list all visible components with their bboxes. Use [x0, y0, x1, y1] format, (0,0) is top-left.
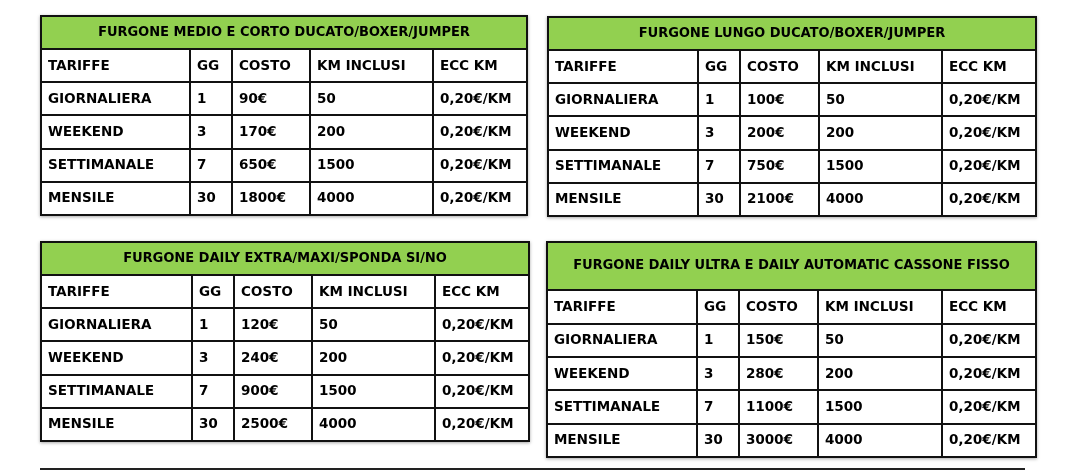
cell-tariffa: WEEKEND	[547, 357, 697, 390]
cell-tariffa: GIORNALIERA	[41, 82, 190, 115]
cell-costo: 120€	[234, 308, 312, 341]
cell-km-inclusi: 50	[819, 83, 942, 116]
cell-gg: 1	[697, 324, 739, 357]
cell-km-inclusi: 200	[818, 357, 942, 390]
header-km-inclusi: KM INCLUSI	[819, 50, 942, 83]
cell-ecc-km: 0,20€/KM	[435, 375, 529, 408]
cell-km-inclusi: 4000	[819, 183, 942, 216]
cell-costo: 900€	[234, 375, 312, 408]
cell-ecc-km: 0,20€/KM	[942, 424, 1036, 457]
table-title: FURGONE DAILY EXTRA/MAXI/SPONDA SI/NO	[41, 242, 529, 275]
cell-costo: 100€	[740, 83, 819, 116]
table-row	[41, 182, 527, 215]
table-row	[41, 375, 529, 408]
cell-costo: 170€	[232, 115, 310, 148]
cell-gg: 7	[192, 375, 234, 408]
header-km-inclusi: KM INCLUSI	[310, 49, 433, 82]
cell-ecc-km: 0,20€/KM	[942, 150, 1036, 183]
header-km-inclusi: KM INCLUSI	[818, 290, 942, 323]
cell-km-inclusi: 50	[818, 324, 942, 357]
header-costo: COSTO	[234, 275, 312, 308]
table-row	[547, 424, 1036, 457]
cell-km-inclusi: 1500	[818, 390, 942, 423]
cell-ecc-km: 0,20€/KM	[435, 308, 529, 341]
header-tariffe: TARIFFE	[41, 275, 192, 308]
table-title: FURGONE DAILY ULTRA E DAILY AUTOMATIC CASSONE FISSO	[547, 242, 1036, 290]
cell-km-inclusi: 200	[310, 115, 433, 148]
table-header-row	[548, 50, 1036, 83]
header-gg: GG	[698, 50, 740, 83]
cell-gg: 1	[190, 82, 232, 115]
cell-ecc-km: 0,20€/KM	[433, 82, 527, 115]
cell-tariffa: WEEKEND	[41, 115, 190, 148]
header-gg: GG	[697, 290, 739, 323]
cell-ecc-km: 0,20€/KM	[433, 182, 527, 215]
header-ecc-km: ECC KM	[435, 275, 529, 308]
cell-gg: 3	[697, 357, 739, 390]
cell-costo: 1100€	[739, 390, 818, 423]
table-header-row	[41, 49, 527, 82]
cell-km-inclusi: 50	[310, 82, 433, 115]
cell-costo: 150€	[739, 324, 818, 357]
table-row	[41, 149, 527, 182]
table-row	[41, 82, 527, 115]
cell-tariffa: GIORNALIERA	[548, 83, 698, 116]
table-row	[547, 357, 1036, 390]
cell-ecc-km: 0,20€/KM	[942, 83, 1036, 116]
cell-tariffa: SETTIMANALE	[547, 390, 697, 423]
table-row	[548, 183, 1036, 216]
table-row	[548, 116, 1036, 149]
cell-ecc-km: 0,20€/KM	[942, 357, 1036, 390]
cell-gg: 30	[192, 408, 234, 441]
cell-ecc-km: 0,20€/KM	[942, 116, 1036, 149]
cell-km-inclusi: 200	[819, 116, 942, 149]
cell-km-inclusi: 50	[312, 308, 435, 341]
header-ecc-km: ECC KM	[433, 49, 527, 82]
cell-tariffa: GIORNALIERA	[547, 324, 697, 357]
header-gg: GG	[190, 49, 232, 82]
cell-tariffa: WEEKEND	[41, 341, 192, 374]
cell-km-inclusi: 4000	[310, 182, 433, 215]
cell-ecc-km: 0,20€/KM	[942, 324, 1036, 357]
table-row	[548, 83, 1036, 116]
cell-costo: 2100€	[740, 183, 819, 216]
tariff-table-daily-ultra	[546, 241, 1037, 458]
divider-line	[40, 468, 1025, 470]
cell-gg: 3	[698, 116, 740, 149]
table-row	[548, 150, 1036, 183]
cell-gg: 30	[190, 182, 232, 215]
cell-tariffa: GIORNALIERA	[41, 308, 192, 341]
cell-tariffa: WEEKEND	[548, 116, 698, 149]
cell-km-inclusi: 1500	[310, 149, 433, 182]
cell-costo: 240€	[234, 341, 312, 374]
cell-gg: 3	[190, 115, 232, 148]
cell-tariffa: MENSILE	[548, 183, 698, 216]
header-tariffe: TARIFFE	[41, 49, 190, 82]
table-row	[547, 324, 1036, 357]
cell-tariffa: MENSILE	[41, 182, 190, 215]
cell-gg: 30	[697, 424, 739, 457]
cell-tariffa: MENSILE	[547, 424, 697, 457]
table-title: FURGONE LUNGO DUCATO/BOXER/JUMPER	[548, 17, 1036, 50]
cell-gg: 1	[192, 308, 234, 341]
cell-km-inclusi: 4000	[818, 424, 942, 457]
cell-ecc-km: 0,20€/KM	[942, 390, 1036, 423]
table-row	[41, 341, 529, 374]
table-row	[547, 390, 1036, 423]
header-ecc-km: ECC KM	[942, 50, 1036, 83]
header-gg: GG	[192, 275, 234, 308]
cell-km-inclusi: 1500	[312, 375, 435, 408]
cell-ecc-km: 0,20€/KM	[433, 115, 527, 148]
cell-costo: 280€	[739, 357, 818, 390]
cell-tariffa: MENSILE	[41, 408, 192, 441]
header-tariffe: TARIFFE	[547, 290, 697, 323]
cell-gg: 1	[698, 83, 740, 116]
cell-costo: 200€	[740, 116, 819, 149]
table-row	[41, 115, 527, 148]
table-row	[41, 408, 529, 441]
table-header-row	[41, 275, 529, 308]
cell-gg: 7	[698, 150, 740, 183]
cell-ecc-km: 0,20€/KM	[435, 341, 529, 374]
cell-costo: 2500€	[234, 408, 312, 441]
cell-km-inclusi: 200	[312, 341, 435, 374]
cell-tariffa: SETTIMANALE	[41, 375, 192, 408]
cell-tariffa: SETTIMANALE	[548, 150, 698, 183]
cell-costo: 3000€	[739, 424, 818, 457]
header-tariffe: TARIFFE	[548, 50, 698, 83]
header-km-inclusi: KM INCLUSI	[312, 275, 435, 308]
cell-km-inclusi: 4000	[312, 408, 435, 441]
tariff-table-lungo	[547, 16, 1037, 217]
table-header-row	[547, 290, 1036, 323]
header-costo: COSTO	[232, 49, 310, 82]
cell-ecc-km: 0,20€/KM	[433, 149, 527, 182]
cell-ecc-km: 0,20€/KM	[942, 183, 1036, 216]
table-row	[41, 308, 529, 341]
header-costo: COSTO	[740, 50, 819, 83]
cell-ecc-km: 0,20€/KM	[435, 408, 529, 441]
tariff-table-medio-corto	[40, 15, 528, 216]
tariff-table-daily-extra	[40, 241, 530, 442]
cell-costo: 750€	[740, 150, 819, 183]
header-ecc-km: ECC KM	[942, 290, 1036, 323]
cell-costo: 650€	[232, 149, 310, 182]
cell-tariffa: SETTIMANALE	[41, 149, 190, 182]
cell-gg: 7	[697, 390, 739, 423]
cell-costo: 90€	[232, 82, 310, 115]
table-title: FURGONE MEDIO E CORTO DUCATO/BOXER/JUMPER	[41, 16, 527, 49]
cell-gg: 7	[190, 149, 232, 182]
cell-gg: 30	[698, 183, 740, 216]
cell-costo: 1800€	[232, 182, 310, 215]
cell-gg: 3	[192, 341, 234, 374]
header-costo: COSTO	[739, 290, 818, 323]
cell-km-inclusi: 1500	[819, 150, 942, 183]
